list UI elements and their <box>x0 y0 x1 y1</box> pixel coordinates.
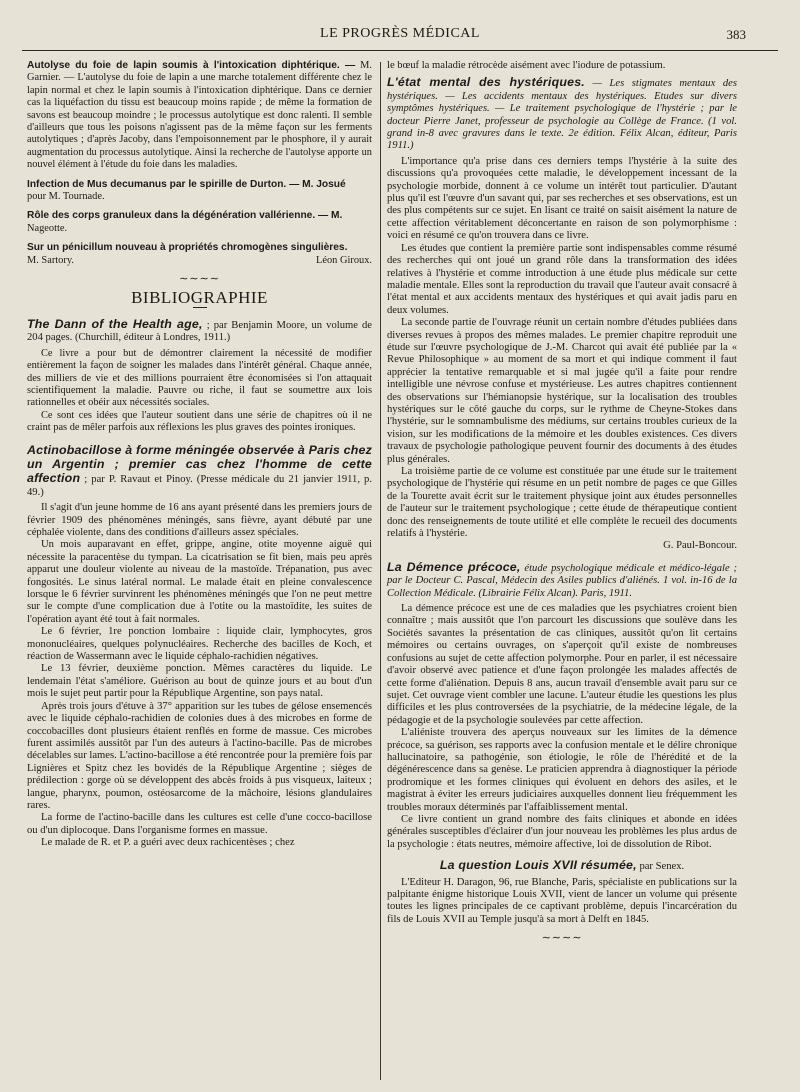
communication-item <box>27 179 372 204</box>
review-title: The Dann of the Health age, <box>27 316 203 331</box>
review-title: Actinobacillose à forme méningée observée à Paris chez un Argentin ; premier cas chez l'homme de cette affection <box>27 442 372 486</box>
review-byline: — Les stigmates mentaux des hystériques. — Les accidents mentaux des hystériques. Etudes sur divers symptômes hystériques. — Le traitement psychologique de l'hystérie ; par le docteur Pierre Janet, professeur de psychologie au Collège de France. (1 vol. grand in-8 avec gravures dans le texte. 2e édition. Félix Alcan, éditeur, Paris 1911.) <box>387 78 737 152</box>
review-paragraph: Après trois jours d'étuve à 37° apparition sur les tubes de gélose ensemencés avec le liquide céphalo-rachidien de colonies dues à des microbes en forme de coccobacilles dont plusieurs étaient renflés en forme de massue. Ces microbes furent assimilés aussitôt par l'un des auteurs à l'actino-bacille. Pas de microbes décelables sur lames. L'actino-bacillose a été rencontrée pour la première fois par Lignières et Spitz chez les bovidés de la République Argentine ; sièges de prédilection : gorge où se développent des abcès froids à pus visqueux, laiteux ; langue, pharynx, poumon, ostéosarcome de la mâchoire, lésions glandulaires rares. <box>27 700 372 811</box>
section-rule <box>193 307 207 308</box>
running-title: LE PROGRÈS MÉDICAL <box>320 26 480 41</box>
review-byline: ; par Benjamin Moore, un volume de 204 pages. (Churchill, éditeur à Londres, 1911.) <box>27 319 372 344</box>
review-paragraph: L'aliéniste trouvera des aperçus nouveaux sur les limites de la démence précoce, sa guérison, ses rapports avec la confusion mentale et le délire chronique hallucinatoire, sa pathogénie, son étiologie, le rôle de l'hérédité et de la dégénérescence dans sa genèse. Le praticien apprendra à diagnostiquer la période prodromique et les formes cliniques qui évoluent en dehors des asiles, et le magistrat à éviter les erreurs judiciaires auxquelles donnent lieu fréquemment les troubles moraux déterminés par l'affaiblissement mental. <box>387 727 737 813</box>
review <box>387 859 737 926</box>
review-paragraph: La seconde partie de l'ouvrage réunit un certain nombre d'études publiées dans diverses revues à propos des mêmes malades. Le premier chapitre reproduit une étude sur l'œuvre psychologique de J.-M. Charcot qui avait été publiée par la « Revue Philosophique » au moment de sa mort et qui indique comment il faut apprécier la tentative remarquable et si mal jugée qu'il a faite pour rendre intelligible une névrose confuse et mystérieuse. Les autres chapitres contiennent des observations sur l'hémianopsie hystérique, sur la localisation des troubles hystériques sur le côté gauche du corps, sur le rythme de Cheyne-Stokes dans l'hystérie, sur le somnambulisme des médiums, sur certains troubles curieux de la vision, sur les modifications de la mémoire et les doubles existences. Ces divers travaux de psychologie pathologique peuvent fournir des documents à des études plus générales. <box>387 317 737 465</box>
page-number: 383 <box>726 27 746 42</box>
review-paragraph: La forme de l'actino-bacille dans les cultures est celle d'une cocco-bacillose ou d'un diplocoque. Dans l'organisme formes en massue. <box>27 812 372 836</box>
section-title: BIBLIOGRAPHIE <box>131 287 268 307</box>
review-paragraph: La troisième partie de ce volume est constituée par une étude sur le traitement psychologique de l'hystérie qui résume en un petit nombre de pages ce que Gilles de la Tourette avait écrit sur le traitement physique joint aux études personnelles de l'auteur sur le traitement psychologique ; cette étude de thérapeutique contient donc des renseignements de toute utilité et elle complète le recueil des documents relatifs à l'hystérie. <box>387 466 737 540</box>
review-paragraph: Les études que contient la première partie sont indispensables comme résumé des recherches qui ont joué un grand rôle dans la transformation des idées relatives à l'hystérie et comme introduction à une étude plus médicale sur cette maladie mentale. Elles sont la reproduction du travail que l'auteur avait consacré à l'état mental et aux accidents mentaux des hystériques et qui avait jadis paru en deux volumes. <box>387 242 737 316</box>
right-column <box>387 60 737 951</box>
flourish-separator: ∼∼∼∼ <box>541 932 583 945</box>
review <box>387 561 737 851</box>
review-paragraph: Un mois auparavant en effet, grippe, angine, otite moyenne aiguë qui nécessite la paracentèse du tympan. La cicatrisation se fit bien, mais peu après apparut une douleur violente au niveau de la mastoïde. Trépanation, pus avec fongosités. Le sinus latéral normal. Le malade était en pleine convalescence lorsque le 6 février survinrent les phénomènes méningés que l'on ne peut mettre sur le compte d'une complication due à l'otite ou la mastoïdite, les suites de l'opération ayant été tout à fait normales. <box>27 539 372 625</box>
review-paragraph: Ce livre a pour but de démontrer clairement la nécessité de modifier entièrement la façon de soigner les malades dans l'intérêt général. Chaque année, des milliers de vie et des millions pourraient être économisées si l'on attaquait scientifiquement la maladie. Pauvre ou riche, il faut se soumettre aux lois rationnelles et obéir aux nécessités sociales. <box>27 347 372 409</box>
communication-item <box>27 60 372 172</box>
item-body: M. Garnier. — L'autolyse du foie de lapin a une marche totalement différente chez le lapin normal et chez le lapin soumis à l'intoxication diphtérique. Dans ce dernier cas la liquéfaction du tissu est beaucoup moins rapide ; de même la formation de savons est beaucoup moindre ; le processus autolytique est donc ralenti. Il semble d'ailleurs que tous les poisons n'agissent pas de la même façon sur les ferments autolytiques ; d'après Jacoby, dans l'empoisonnement par le phosphore, il y aurait augmentation du processus autolytique. Ainsi la recherche de l'autolyse apporte un nouvel élément à l'étude du foie dans les maladies. <box>27 60 372 171</box>
review-paragraph: Le 13 février, deuxième ponction. Mêmes caractères du liquide. Le lendemain l'état s'améliore. Guérison au bout de quinze jours et au bout d'un mois le sujet peut partir pour la République Argentine, son pays natal. <box>27 663 372 700</box>
review-paragraph: Ce sont ces idées que l'auteur soutient dans une série de chapitres où il ne craint pas de mêler parfois aux réflexions les plus graves des pointes ironiques. <box>27 409 372 434</box>
review-title: L'état mental des hystériques. <box>387 75 585 90</box>
left-column <box>27 60 372 850</box>
continuation-text: le bœuf la maladie rétrocède aisément avec l'iodure de potassium. <box>387 60 666 71</box>
page-header <box>22 24 778 51</box>
item-title: Sur un pénicillum nouveau à propriétés chromogènes singulières. <box>27 242 348 254</box>
review-title: La question Louis XVII résumée, <box>439 858 637 873</box>
flourish-separator: ∼∼∼∼ <box>179 273 220 286</box>
item-title: Rôle des corps granuleux dans la dégénération vallérienne. — M. <box>27 210 343 222</box>
review-paragraph: L'importance qu'a prise dans ces derniers temps l'hystérie à la suite des discussions qu'a provoquées cette maladie, le développement incessant de la psychologie morbide, donnent à ce volume un intérêt tout particulier. D'autant plus qu'il est l'œuvre d'un savant qui, par ses recherches et ses observations, est un des plus compétents sur ce sujet. En lisant ce traité on saisit aisément la nature de cette affection véritablement déconcertante en raison de son polymorphisme : voici en résumé ce qu'on trouvera dans ce livre. <box>387 155 737 242</box>
column-divider <box>380 62 381 1080</box>
review-paragraph: Le malade de R. et P. a guéri avec deux rachicentèses ; chez <box>41 837 295 849</box>
review-paragraph: Il s'agit d'un jeune homme de 16 ans ayant présenté dans les premiers jours de février 1909 des phénomènes méningés, sans fièvre, ayant débuté par une céphalée violente, dans des conditions d'ailleurs assez spéciales. <box>27 502 372 538</box>
item-title: Autolyse du foie de lapin soumis à l'intoxication diphtérique. — <box>27 60 356 71</box>
item-body: pour M. Tournade. <box>27 191 105 203</box>
review-byline: par Senex. <box>639 861 685 873</box>
review-signature: G. Paul-Boncour. <box>663 540 737 552</box>
review <box>387 76 737 552</box>
review-paragraph: Ce livre contient un grand nombre des faits cliniques et abonde en idées générales susceptibles d'éclairer d'un jour nouveau les problèmes les plus ardus de la psychologie : états neutres, mémoire affective, loi de dissolution de Ribot. <box>387 813 737 850</box>
review-paragraph: Le 6 février, 1re ponction lombaire : liquide clair, lymphocytes, gros mononucléaires, quelques polynucléaires. Recherche des bacilles de Koch, et réaction de Wassermann avec le liquide céphalo-rachidien négatives. <box>27 626 372 663</box>
review-paragraph: La démence précoce est une de ces maladies que les psychiatres croient bien connaître ; mais aussitôt que l'on parcourt les discussions que soulève dans les Sociétés savantes la présentation de cas cliniques, aussitôt qu'on lit certains mémoires ou certains ouvrages, on s'aperçoit qu'il existe de nombreuses confusions au sujet de cette affection polymorphe. Pour en parler, il est nécessaire d'avoir observé avec patience et d'une façon prolongée les malades affectés de cette forme d'aliénation. Depuis 8 ans, aucun travail d'ensemble avait paru sur ce sujet. Cet ouvrage vient combler une lacune. L'auteur étudie les questions les plus difficiles et les plus controversées de la psychiatrie, de la médecine légale, de la pédagogie et de la psychologie soulevées par cette affection. <box>387 603 737 726</box>
review-byline: ; par P. Ravaut et Pinoy. (Presse médicale du 21 janvier 1911, p. 49.) <box>27 474 372 498</box>
communication-item <box>27 210 372 235</box>
item-body: M. Sartory. <box>27 254 74 266</box>
communication-item <box>27 242 372 267</box>
review <box>27 444 372 850</box>
item-signature: Léon Giroux. <box>316 254 372 266</box>
review-title: La Démence précoce, <box>387 559 521 574</box>
item-body: Nageotte. <box>27 222 68 234</box>
review-byline: étude psychologique médicale et médico-légale ; par le Docteur C. Pascal, Médecin des Asiles publics d'aliénés. 1 vol. in-16 de la Collection Médicale. (Librairie Félix Alcan). Paris, 1911. <box>387 562 737 599</box>
item-title: Infection de Mus decumanus par le spirille de Durton. — M. Josué <box>27 178 346 190</box>
review <box>27 318 372 435</box>
review-paragraph: L'Editeur H. Daragon, 96, rue Blanche, Paris, spécialiste en publications sur la palpitante énigme historique Louis XVII, vient de lancer un volume qui présente toutes les lignes principales de ce captivant problème, depuis l'incarcération du fils de Louis XVII au Temple jusqu'à sa mort à Delft en 1845. <box>387 876 737 925</box>
